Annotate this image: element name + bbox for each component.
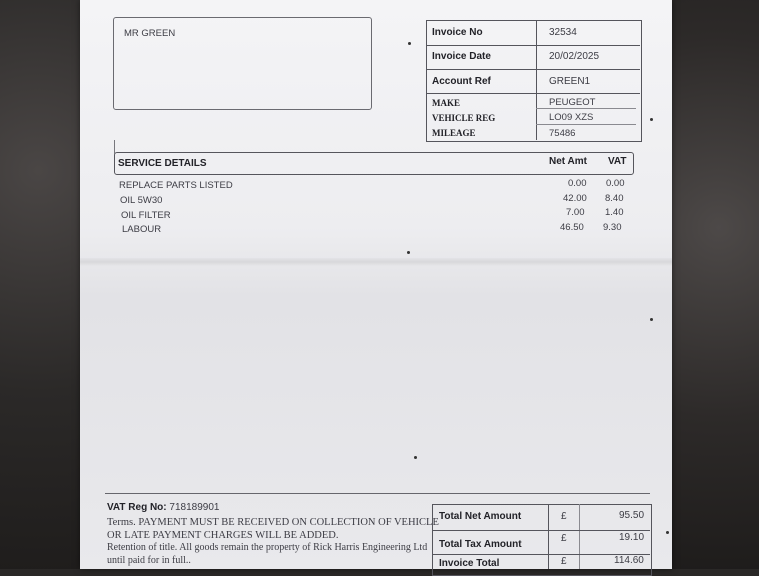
service-item-vat: 9.30 [603, 222, 622, 233]
make-value: PEUGEOT [549, 97, 596, 108]
vehicle-reg-value: LO09 XZS [549, 112, 594, 123]
service-item-net: 42.00 [563, 193, 587, 204]
service-item-net: 46.50 [560, 222, 584, 233]
net-amt-header: Net Amt [549, 156, 587, 167]
terms-line-2: OR LATE PAYMENT CHARGES WILL BE ADDED. [107, 530, 339, 541]
total-net-value: 95.50 [619, 510, 645, 521]
service-item-net: 7.00 [566, 207, 585, 218]
vehicle-reg-label: VEHICLE REG [432, 113, 496, 123]
vat-reg [107, 502, 219, 513]
terms-line-4: until paid for in full.. [107, 555, 191, 566]
service-item-net: 0.00 [568, 178, 587, 189]
invoice-date-value: 20/02/2025 [549, 51, 600, 62]
footer-divider [105, 493, 650, 494]
invoice-total-value: 114.60 [614, 555, 644, 566]
account-ref-label: Account Ref [432, 76, 491, 87]
invoice-no-label: Invoice No [432, 27, 483, 38]
service-item-desc: OIL FILTER [121, 210, 171, 221]
vat-header: VAT [608, 156, 627, 167]
service-item-vat: 0.00 [606, 178, 625, 189]
paper-fold [80, 258, 672, 266]
invoice-no-value: 32534 [549, 27, 577, 38]
mileage-value: 75486 [549, 128, 576, 139]
service-item-desc: OIL 5W30 [120, 195, 163, 206]
currency-symbol: £ [561, 511, 567, 522]
total-net-label: Total Net Amount [439, 511, 522, 522]
currency-symbol: £ [561, 533, 567, 544]
account-ref-value: GREEN1 [549, 76, 591, 87]
service-details-title: SERVICE DETAILS [118, 158, 207, 169]
background-right [659, 0, 759, 569]
mileage-label: MILEAGE [432, 128, 476, 138]
total-tax-value: 19.10 [619, 532, 645, 543]
invoice-total-label: Invoice Total [439, 558, 500, 569]
service-item-desc: LABOUR [122, 224, 162, 235]
currency-symbol: £ [561, 556, 567, 567]
service-item-vat: 8.40 [605, 193, 624, 204]
make-label: MAKE [432, 98, 460, 108]
service-item-desc: REPLACE PARTS LISTED [119, 180, 233, 191]
vat-reg-label: VAT Reg No: [107, 502, 167, 513]
customer-name: MR GREEN [124, 28, 176, 39]
total-tax-label: Total Tax Amount [439, 539, 522, 550]
terms-line-3: Retention of title. All goods remain the property of Rick Harris Engineering Ltd [107, 542, 428, 553]
vat-reg-value: 718189901 [169, 502, 220, 513]
invoice-date-label: Invoice Date [432, 51, 491, 62]
service-item-vat: 1.40 [605, 207, 624, 218]
terms-line-1: Terms. PAYMENT MUST BE RECEIVED ON COLLECTION OF VEHICLE [107, 517, 439, 528]
